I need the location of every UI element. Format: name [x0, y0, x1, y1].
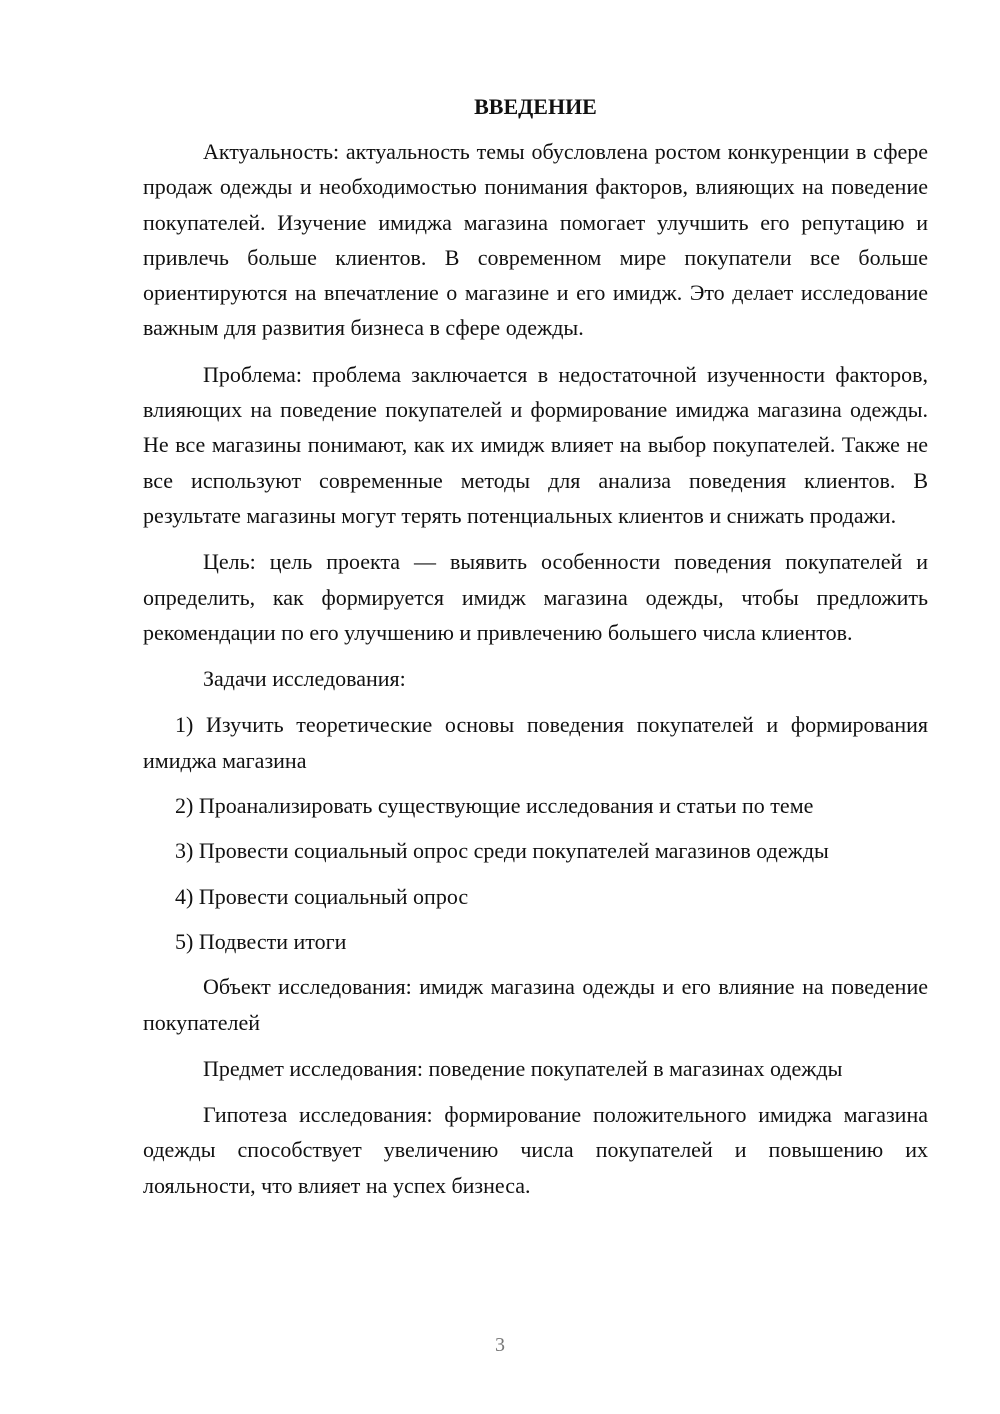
paragraph-subject: Предмет исследования: поведение покупателей в магазинах одежды [203, 1055, 843, 1081]
paragraph-hypothesis: Гипотеза исследования: формирование положительного имиджа магазина одежды способствует увеличению числа покупателей и повышению их лояльности, что влияет на успех бизнеса. [143, 1102, 928, 1198]
paragraph-relevance: Актуальность: актуальность темы обусловлена ростом конкуренции в сфере продаж одежды и необходимостью понимания факторов, влияющих на поведение покупателей. Изучение имиджа магазина помогает улучшить его репутацию и привлечь больше клиентов. В современном мире покупатели все больше ориентируются на впечатление о магазине и его имидж. Это делает исследование важным для развития бизнеса в сфере одежды. [143, 139, 928, 341]
list-item-task-2: 2) Проанализировать существующие исследования и статьи по теме [175, 793, 814, 819]
list-item-task-1: 1) Изучить теоретические основы поведения покупателей и формирования имиджа магазина [143, 712, 928, 773]
paragraph-goal: Цель: цель проекта — выявить особенности поведения покупателей и определить, как формируется имидж магазина одежды, чтобы предложить рекомендации по его улучшению и привлечению большего числа клиентов. [143, 549, 928, 645]
paragraph-object: Объект исследования: имидж магазина одежды и его влияние на поведение покупателей [143, 974, 928, 1035]
document-page [143, 92, 928, 1214]
page-number: 3 [495, 1334, 505, 1356]
paragraph-problem: Проблема: проблема заключается в недостаточной изученности факторов, влияющих на поведение покупателей и формирование имиджа магазина одежды. Не все магазины понимают, как их имидж влияет на выбор покупателей. Также не все используют современные методы для анализа поведения клиентов. В результате магазины могут терять потенциальных клиентов и снижать продажи. [143, 361, 928, 528]
paragraph-tasks-title: Задачи исследования: [203, 666, 406, 692]
section-heading: ВВЕДЕНИЕ [474, 94, 597, 119]
list-item-task-3: 3) Провести социальный опрос среди покупателей магазинов одежды [175, 838, 829, 864]
list-item-task-5: 5) Подвести итоги [175, 928, 347, 954]
list-item-task-4: 4) Провести социальный опрос [175, 883, 469, 909]
